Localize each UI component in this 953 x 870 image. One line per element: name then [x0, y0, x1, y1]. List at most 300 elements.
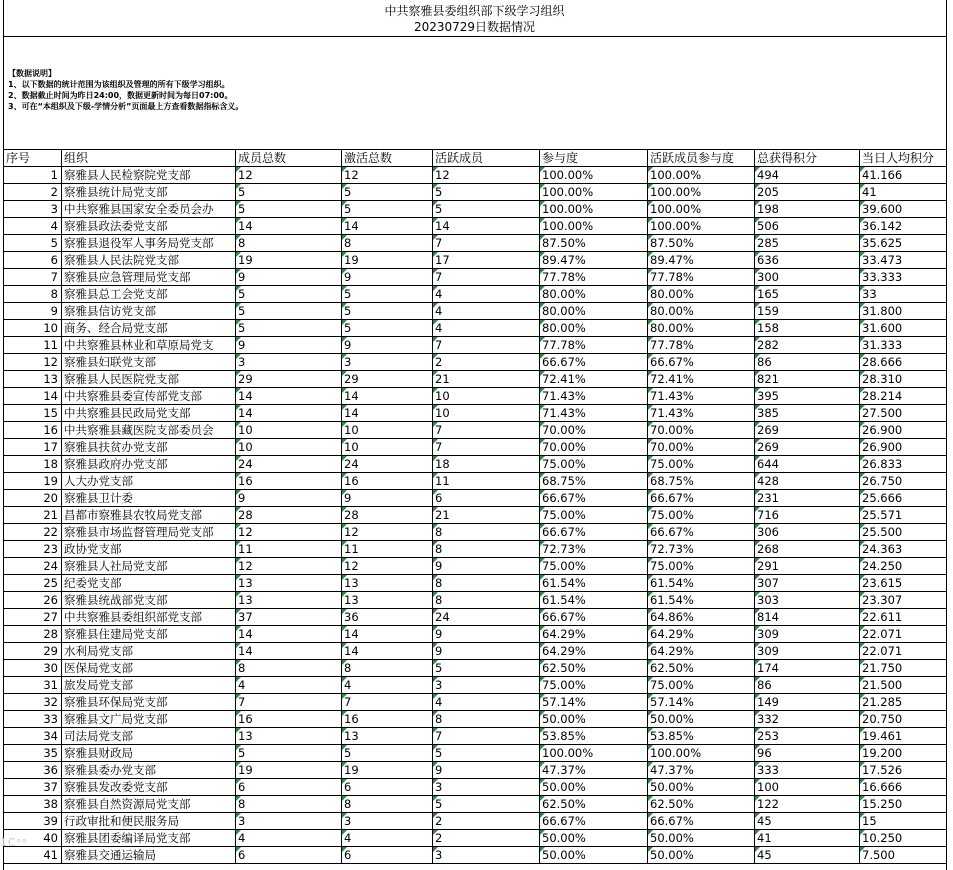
cell-total-points[interactable]: 494 — [755, 167, 860, 184]
cell-org[interactable]: 察雅县交通运输局 — [62, 847, 236, 864]
column-header-index[interactable]: 序号 — [4, 150, 62, 167]
column-header-participation[interactable]: 参与度 — [540, 150, 648, 167]
cell-total-points[interactable]: 45 — [755, 813, 860, 830]
cell-avg-points[interactable]: 28.310 — [860, 371, 947, 388]
cell-active-participation[interactable]: 75.00% — [648, 456, 755, 473]
cell-avg-points[interactable]: 22.611 — [860, 609, 947, 626]
cell-activated[interactable]: 7 — [342, 694, 433, 711]
cell-index[interactable]: 39 — [4, 813, 62, 830]
cell-active[interactable]: 4 — [433, 303, 540, 320]
cell-active-participation[interactable]: 71.43% — [648, 405, 755, 422]
cell-avg-points[interactable]: 7.500 — [860, 847, 947, 864]
cell-activated[interactable]: 11 — [342, 541, 433, 558]
cell-participation[interactable]: 100.00% — [540, 218, 648, 235]
cell-index[interactable]: 27 — [4, 609, 62, 626]
cell-active-participation[interactable]: 70.00% — [648, 439, 755, 456]
cell-members[interactable]: 37 — [236, 609, 342, 626]
cell-avg-points[interactable]: 24.363 — [860, 541, 947, 558]
cell-org[interactable]: 医保局党支部 — [62, 660, 236, 677]
notes-item[interactable]: 2、数据截止时间为昨日24:00，数据更新时间为每日07:00。 — [8, 91, 233, 100]
cell-participation[interactable]: 68.75% — [540, 473, 648, 490]
cell-index[interactable]: 40 — [4, 830, 62, 847]
cell-active[interactable]: 5 — [433, 201, 540, 218]
cell-participation[interactable]: 100.00% — [540, 745, 648, 762]
cell-active[interactable]: 8 — [433, 592, 540, 609]
cell-active[interactable]: 5 — [433, 660, 540, 677]
cell-active-participation[interactable]: 62.50% — [648, 660, 755, 677]
cell-index[interactable]: 8 — [4, 286, 62, 303]
cell-avg-points[interactable]: 22.071 — [860, 626, 947, 643]
cell-members[interactable]: 16 — [236, 473, 342, 490]
cell-activated[interactable]: 12 — [342, 167, 433, 184]
cell-participation[interactable]: 89.47% — [540, 252, 648, 269]
cell-participation[interactable]: 70.00% — [540, 439, 648, 456]
cell-members[interactable]: 8 — [236, 660, 342, 677]
cell-total-points[interactable]: 306 — [755, 524, 860, 541]
cell-total-points[interactable]: 205 — [755, 184, 860, 201]
cell-active[interactable]: 21 — [433, 507, 540, 524]
cell-org[interactable]: 察雅县妇联党支部 — [62, 354, 236, 371]
cell-org[interactable]: 察雅县自然资源局党支部 — [62, 796, 236, 813]
cell-participation[interactable]: 80.00% — [540, 303, 648, 320]
cell-active-participation[interactable]: 68.75% — [648, 473, 755, 490]
cell-org[interactable]: 中共察雅县委宣传部党支部 — [62, 388, 236, 405]
cell-total-points[interactable]: 636 — [755, 252, 860, 269]
cell-participation[interactable]: 75.00% — [540, 507, 648, 524]
cell-members[interactable]: 19 — [236, 762, 342, 779]
cell-avg-points[interactable]: 36.142 — [860, 218, 947, 235]
cell-activated[interactable]: 10 — [342, 422, 433, 439]
cell-participation[interactable]: 72.73% — [540, 541, 648, 558]
cell-participation[interactable]: 87.50% — [540, 235, 648, 252]
cell-index[interactable]: 18 — [4, 456, 62, 473]
cell-total-points[interactable]: 291 — [755, 558, 860, 575]
cell-avg-points[interactable]: 21.500 — [860, 677, 947, 694]
cell-index[interactable]: 19 — [4, 473, 62, 490]
cell-avg-points[interactable]: 31.800 — [860, 303, 947, 320]
cell-total-points[interactable]: 428 — [755, 473, 860, 490]
cell-index[interactable]: 31 — [4, 677, 62, 694]
cell-participation[interactable]: 66.67% — [540, 354, 648, 371]
cell-active-participation[interactable]: 47.37% — [648, 762, 755, 779]
cell-index[interactable]: 4 — [4, 218, 62, 235]
cell-total-points[interactable]: 821 — [755, 371, 860, 388]
cell-activated[interactable]: 19 — [342, 762, 433, 779]
cell-avg-points[interactable]: 15 — [860, 813, 947, 830]
cell-total-points[interactable]: 159 — [755, 303, 860, 320]
cell-total-points[interactable]: 395 — [755, 388, 860, 405]
cell-total-points[interactable]: 86 — [755, 677, 860, 694]
cell-participation[interactable]: 61.54% — [540, 575, 648, 592]
cell-active-participation[interactable]: 66.67% — [648, 354, 755, 371]
cell-active-participation[interactable]: 66.67% — [648, 490, 755, 507]
cell-participation[interactable]: 62.50% — [540, 796, 648, 813]
cell-active[interactable]: 14 — [433, 218, 540, 235]
cell-avg-points[interactable]: 19.200 — [860, 745, 947, 762]
cell-avg-points[interactable]: 27.500 — [860, 405, 947, 422]
cell-org[interactable]: 察雅县统计局党支部 — [62, 184, 236, 201]
cell-active[interactable]: 4 — [433, 320, 540, 337]
cell-avg-points[interactable]: 26.750 — [860, 473, 947, 490]
cell-participation[interactable]: 53.85% — [540, 728, 648, 745]
cell-total-points[interactable]: 300 — [755, 269, 860, 286]
cell-activated[interactable]: 24 — [342, 456, 433, 473]
cell-index[interactable]: 22 — [4, 524, 62, 541]
cell-members[interactable]: 5 — [236, 303, 342, 320]
cell-participation[interactable]: 100.00% — [540, 201, 648, 218]
cell-avg-points[interactable]: 23.615 — [860, 575, 947, 592]
cell-active-participation[interactable]: 62.50% — [648, 796, 755, 813]
notes-item[interactable]: 3、可在“本组织及下级-学情分析”页面最上方查看数据指标含义。 — [8, 102, 244, 111]
cell-active-participation[interactable]: 64.86% — [648, 609, 755, 626]
cell-activated[interactable]: 9 — [342, 337, 433, 354]
cell-activated[interactable]: 14 — [342, 388, 433, 405]
cell-avg-points[interactable]: 10.250 — [860, 830, 947, 847]
cell-org[interactable]: 察雅县总工会党支部 — [62, 286, 236, 303]
cell-activated[interactable]: 6 — [342, 779, 433, 796]
cell-participation[interactable]: 50.00% — [540, 830, 648, 847]
cell-org[interactable]: 察雅县政法委党支部 — [62, 218, 236, 235]
cell-avg-points[interactable]: 22.071 — [860, 643, 947, 660]
cell-index[interactable]: 9 — [4, 303, 62, 320]
cell-active[interactable]: 8 — [433, 575, 540, 592]
cell-total-points[interactable]: 269 — [755, 422, 860, 439]
cell-index[interactable]: 5 — [4, 235, 62, 252]
cell-active[interactable]: 8 — [433, 711, 540, 728]
cell-activated[interactable]: 12 — [342, 558, 433, 575]
cell-org[interactable]: 司法局党支部 — [62, 728, 236, 745]
cell-active-participation[interactable]: 70.00% — [648, 422, 755, 439]
cell-members[interactable]: 9 — [236, 490, 342, 507]
cell-members[interactable]: 13 — [236, 592, 342, 609]
cell-participation[interactable]: 100.00% — [540, 167, 648, 184]
cell-active-participation[interactable]: 72.73% — [648, 541, 755, 558]
cell-total-points[interactable]: 45 — [755, 847, 860, 864]
cell-index[interactable]: 20 — [4, 490, 62, 507]
cell-org[interactable]: 察雅县人民法院党支部 — [62, 252, 236, 269]
cell-org[interactable]: 商务、经合局党支部 — [62, 320, 236, 337]
cell-activated[interactable]: 3 — [342, 354, 433, 371]
cell-activated[interactable]: 8 — [342, 796, 433, 813]
cell-members[interactable]: 6 — [236, 779, 342, 796]
cell-active[interactable]: 24 — [433, 609, 540, 626]
cell-avg-points[interactable]: 17.526 — [860, 762, 947, 779]
cell-active[interactable]: 4 — [433, 694, 540, 711]
cell-members[interactable]: 13 — [236, 575, 342, 592]
column-header-active[interactable]: 活跃成员 — [433, 150, 540, 167]
cell-index[interactable]: 12 — [4, 354, 62, 371]
cell-org[interactable]: 行政审批和便民服务局 — [62, 813, 236, 830]
cell-index[interactable]: 30 — [4, 660, 62, 677]
cell-members[interactable]: 7 — [236, 694, 342, 711]
cell-active[interactable]: 6 — [433, 490, 540, 507]
cell-org[interactable]: 察雅县人社局党支部 — [62, 558, 236, 575]
cell-total-points[interactable]: 86 — [755, 354, 860, 371]
cell-total-points[interactable]: 385 — [755, 405, 860, 422]
cell-active-participation[interactable]: 61.54% — [648, 592, 755, 609]
cell-activated[interactable]: 6 — [342, 847, 433, 864]
cell-index[interactable]: 41 — [4, 847, 62, 864]
cell-participation[interactable]: 75.00% — [540, 456, 648, 473]
cell-members[interactable]: 9 — [236, 337, 342, 354]
cell-active-participation[interactable]: 61.54% — [648, 575, 755, 592]
cell-index[interactable]: 1 — [4, 167, 62, 184]
cell-participation[interactable]: 62.50% — [540, 660, 648, 677]
cell-members[interactable]: 11 — [236, 541, 342, 558]
cell-activated[interactable]: 4 — [342, 677, 433, 694]
cell-members[interactable]: 24 — [236, 456, 342, 473]
cell-avg-points[interactable]: 20.750 — [860, 711, 947, 728]
cell-org[interactable]: 察雅县扶贫办党支部 — [62, 439, 236, 456]
cell-active[interactable]: 7 — [433, 235, 540, 252]
cell-index[interactable]: 33 — [4, 711, 62, 728]
cell-total-points[interactable]: 122 — [755, 796, 860, 813]
cell-active-participation[interactable]: 80.00% — [648, 320, 755, 337]
cell-active[interactable]: 8 — [433, 524, 540, 541]
cell-active-participation[interactable]: 66.67% — [648, 813, 755, 830]
cell-org[interactable]: 察雅县信访党支部 — [62, 303, 236, 320]
cell-active[interactable]: 7 — [433, 337, 540, 354]
cell-index[interactable]: 36 — [4, 762, 62, 779]
cell-avg-points[interactable]: 33.473 — [860, 252, 947, 269]
cell-org[interactable]: 旅发局党支部 — [62, 677, 236, 694]
cell-index[interactable]: 13 — [4, 371, 62, 388]
cell-members[interactable]: 10 — [236, 422, 342, 439]
cell-org[interactable]: 察雅县人民检察院党支部 — [62, 167, 236, 184]
cell-org[interactable]: 察雅县统战部党支部 — [62, 592, 236, 609]
cell-activated[interactable]: 5 — [342, 286, 433, 303]
cell-org[interactable]: 察雅县发改委党支部 — [62, 779, 236, 796]
cell-activated[interactable]: 14 — [342, 626, 433, 643]
column-header-org[interactable]: 组织 — [62, 150, 236, 167]
cell-activated[interactable]: 13 — [342, 728, 433, 745]
cell-active-participation[interactable]: 50.00% — [648, 779, 755, 796]
cell-total-points[interactable]: 814 — [755, 609, 860, 626]
cell-avg-points[interactable]: 23.307 — [860, 592, 947, 609]
cell-index[interactable]: 10 — [4, 320, 62, 337]
cell-avg-points[interactable]: 26.833 — [860, 456, 947, 473]
cell-participation[interactable]: 77.78% — [540, 337, 648, 354]
cell-activated[interactable]: 8 — [342, 660, 433, 677]
cell-active-participation[interactable]: 100.00% — [648, 201, 755, 218]
cell-members[interactable]: 16 — [236, 711, 342, 728]
cell-participation[interactable]: 47.37% — [540, 762, 648, 779]
cell-active[interactable]: 5 — [433, 796, 540, 813]
cell-activated[interactable]: 14 — [342, 405, 433, 422]
cell-active-participation[interactable]: 100.00% — [648, 167, 755, 184]
cell-active-participation[interactable]: 100.00% — [648, 184, 755, 201]
cell-total-points[interactable]: 269 — [755, 439, 860, 456]
cell-participation[interactable]: 80.00% — [540, 320, 648, 337]
cell-activated[interactable]: 14 — [342, 218, 433, 235]
cell-org[interactable]: 察雅县政府办党支部 — [62, 456, 236, 473]
cell-total-points[interactable]: 309 — [755, 626, 860, 643]
cell-activated[interactable]: 16 — [342, 711, 433, 728]
cell-participation[interactable]: 80.00% — [540, 286, 648, 303]
cell-index[interactable]: 25 — [4, 575, 62, 592]
cell-members[interactable]: 5 — [236, 745, 342, 762]
cell-index[interactable]: 2 — [4, 184, 62, 201]
cell-active[interactable]: 10 — [433, 388, 540, 405]
cell-activated[interactable]: 5 — [342, 320, 433, 337]
cell-total-points[interactable]: 303 — [755, 592, 860, 609]
cell-active[interactable]: 7 — [433, 269, 540, 286]
cell-active[interactable]: 9 — [433, 558, 540, 575]
cell-total-points[interactable]: 174 — [755, 660, 860, 677]
cell-total-points[interactable]: 332 — [755, 711, 860, 728]
cell-members[interactable]: 12 — [236, 167, 342, 184]
cell-org[interactable]: 中共察雅县国家安全委员会办 — [62, 201, 236, 218]
cell-avg-points[interactable]: 25.666 — [860, 490, 947, 507]
cell-org[interactable]: 政协党支部 — [62, 541, 236, 558]
cell-org[interactable]: 察雅县文广局党支部 — [62, 711, 236, 728]
cell-total-points[interactable]: 644 — [755, 456, 860, 473]
cell-active-participation[interactable]: 64.29% — [648, 643, 755, 660]
cell-active[interactable]: 4 — [433, 286, 540, 303]
cell-members[interactable]: 3 — [236, 813, 342, 830]
cell-active-participation[interactable]: 50.00% — [648, 847, 755, 864]
cell-activated[interactable]: 28 — [342, 507, 433, 524]
cell-total-points[interactable]: 333 — [755, 762, 860, 779]
cell-total-points[interactable]: 716 — [755, 507, 860, 524]
cell-participation[interactable]: 100.00% — [540, 184, 648, 201]
cell-total-points[interactable]: 96 — [755, 745, 860, 762]
cell-active-participation[interactable]: 66.67% — [648, 524, 755, 541]
cell-avg-points[interactable]: 25.500 — [860, 524, 947, 541]
cell-index[interactable]: 3 — [4, 201, 62, 218]
column-header-members[interactable]: 成员总数 — [236, 150, 342, 167]
cell-avg-points[interactable]: 28.214 — [860, 388, 947, 405]
cell-org[interactable]: 察雅县环保局党支部 — [62, 694, 236, 711]
cell-active-participation[interactable]: 100.00% — [648, 218, 755, 235]
cell-avg-points[interactable]: 39.600 — [860, 201, 947, 218]
cell-avg-points[interactable]: 31.333 — [860, 337, 947, 354]
cell-index[interactable]: 17 — [4, 439, 62, 456]
cell-org[interactable]: 中共察雅县林业和草原局党支 — [62, 337, 236, 354]
cell-active[interactable]: 3 — [433, 677, 540, 694]
cell-index[interactable]: 32 — [4, 694, 62, 711]
cell-index[interactable]: 16 — [4, 422, 62, 439]
cell-index[interactable]: 21 — [4, 507, 62, 524]
cell-org[interactable]: 察雅县委办党支部 — [62, 762, 236, 779]
cell-active[interactable]: 21 — [433, 371, 540, 388]
cell-active[interactable]: 9 — [433, 643, 540, 660]
cell-avg-points[interactable]: 35.625 — [860, 235, 947, 252]
cell-active-participation[interactable]: 64.29% — [648, 626, 755, 643]
cell-total-points[interactable]: 282 — [755, 337, 860, 354]
cell-activated[interactable]: 36 — [342, 609, 433, 626]
cell-org[interactable]: 察雅县市场监督管理局党支部 — [62, 524, 236, 541]
cell-active-participation[interactable]: 80.00% — [648, 286, 755, 303]
cell-avg-points[interactable]: 26.900 — [860, 439, 947, 456]
cell-index[interactable]: 7 — [4, 269, 62, 286]
cell-avg-points[interactable]: 25.571 — [860, 507, 947, 524]
cell-participation[interactable]: 77.78% — [540, 269, 648, 286]
cell-active-participation[interactable]: 72.41% — [648, 371, 755, 388]
cell-activated[interactable]: 4 — [342, 830, 433, 847]
cell-org[interactable]: 察雅县退役军人事务局党支部 — [62, 235, 236, 252]
cell-members[interactable]: 14 — [236, 218, 342, 235]
cell-participation[interactable]: 50.00% — [540, 779, 648, 796]
column-header-total-points[interactable]: 总获得积分 — [755, 150, 860, 167]
cell-active-participation[interactable]: 87.50% — [648, 235, 755, 252]
cell-members[interactable]: 6 — [236, 847, 342, 864]
cell-active[interactable]: 2 — [433, 813, 540, 830]
notes-heading[interactable]: 【数据说明】 — [8, 69, 56, 78]
cell-org[interactable]: 察雅县人民医院党支部 — [62, 371, 236, 388]
cell-total-points[interactable]: 165 — [755, 286, 860, 303]
cell-org[interactable]: 水利局党支部 — [62, 643, 236, 660]
cell-total-points[interactable]: 149 — [755, 694, 860, 711]
cell-total-points[interactable]: 268 — [755, 541, 860, 558]
cell-org[interactable]: 察雅县卫计委 — [62, 490, 236, 507]
cell-total-points[interactable]: 309 — [755, 643, 860, 660]
column-header-avg-points[interactable]: 当日人均积分 — [860, 150, 947, 167]
cell-avg-points[interactable]: 31.600 — [860, 320, 947, 337]
cell-org[interactable]: 察雅县财政局 — [62, 745, 236, 762]
cell-avg-points[interactable]: 41.166 — [860, 167, 947, 184]
cell-active[interactable]: 8 — [433, 541, 540, 558]
cell-participation[interactable]: 57.14% — [540, 694, 648, 711]
cell-activated[interactable]: 5 — [342, 303, 433, 320]
cell-active[interactable]: 11 — [433, 473, 540, 490]
cell-members[interactable]: 3 — [236, 354, 342, 371]
cell-active-participation[interactable]: 57.14% — [648, 694, 755, 711]
cell-active-participation[interactable]: 89.47% — [648, 252, 755, 269]
cell-active[interactable]: 5 — [433, 184, 540, 201]
cell-active[interactable]: 3 — [433, 779, 540, 796]
cell-participation[interactable]: 75.00% — [540, 677, 648, 694]
cell-active-participation[interactable]: 71.43% — [648, 388, 755, 405]
cell-avg-points[interactable]: 21.285 — [860, 694, 947, 711]
cell-avg-points[interactable]: 15.250 — [860, 796, 947, 813]
cell-avg-points[interactable]: 28.666 — [860, 354, 947, 371]
cell-index[interactable]: 6 — [4, 252, 62, 269]
cell-activated[interactable]: 19 — [342, 252, 433, 269]
cell-participation[interactable]: 71.43% — [540, 388, 648, 405]
cell-participation[interactable]: 70.00% — [540, 422, 648, 439]
cell-active-participation[interactable]: 100.00% — [648, 745, 755, 762]
cell-active[interactable]: 18 — [433, 456, 540, 473]
cell-activated[interactable]: 14 — [342, 643, 433, 660]
cell-activated[interactable]: 5 — [342, 184, 433, 201]
cell-index[interactable]: 28 — [4, 626, 62, 643]
cell-members[interactable]: 14 — [236, 626, 342, 643]
cell-participation[interactable]: 64.29% — [540, 626, 648, 643]
cell-active[interactable]: 3 — [433, 847, 540, 864]
cell-org[interactable]: 人大办党支部 — [62, 473, 236, 490]
cell-avg-points[interactable]: 41 — [860, 184, 947, 201]
cell-index[interactable]: 34 — [4, 728, 62, 745]
cell-total-points[interactable]: 41 — [755, 830, 860, 847]
cell-members[interactable]: 10 — [236, 439, 342, 456]
cell-participation[interactable]: 75.00% — [540, 558, 648, 575]
cell-active[interactable]: 7 — [433, 439, 540, 456]
cell-org[interactable]: 察雅县团委编译局党支部 — [62, 830, 236, 847]
cell-avg-points[interactable]: 33.333 — [860, 269, 947, 286]
cell-members[interactable]: 12 — [236, 524, 342, 541]
column-header-activated[interactable]: 激活总数 — [342, 150, 433, 167]
cell-index[interactable]: 11 — [4, 337, 62, 354]
cell-active[interactable]: 9 — [433, 626, 540, 643]
cell-index[interactable]: 35 — [4, 745, 62, 762]
cell-org[interactable]: 纪委党支部 — [62, 575, 236, 592]
cell-activated[interactable]: 13 — [342, 592, 433, 609]
cell-active-participation[interactable]: 50.00% — [648, 711, 755, 728]
sheet-title[interactable]: 中共察雅县委组织部下级学习组织 — [384, 4, 565, 18]
cell-active[interactable]: 12 — [433, 167, 540, 184]
cell-index[interactable]: 23 — [4, 541, 62, 558]
